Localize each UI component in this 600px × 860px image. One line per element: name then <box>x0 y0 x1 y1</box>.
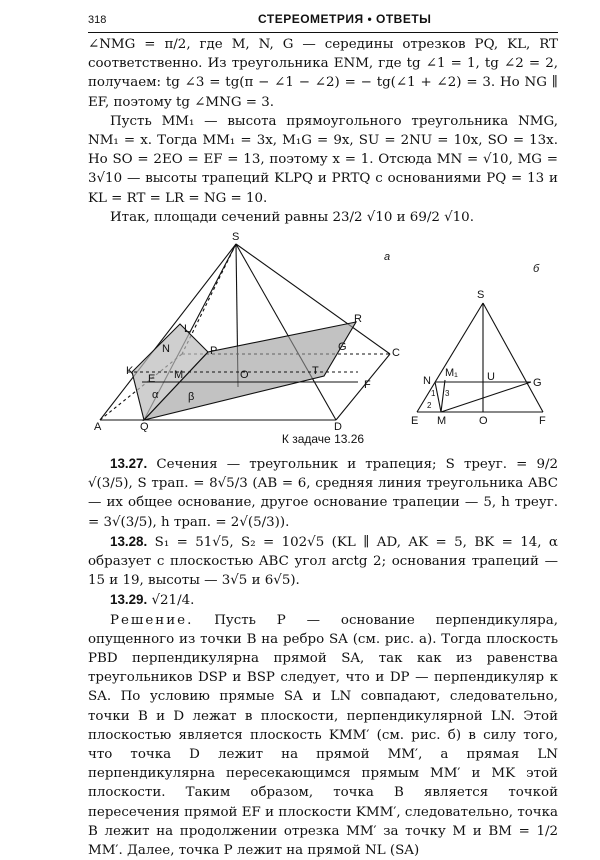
answer-text: S₁ = 51√5, S₂ = 102√5 (KL ∥ AD, AK = 5, BK = 14, α образует с плоскостью ABC угол arctg 2; основания трапеций — 15 и 19, высоты — 3√5 и 6√5). <box>88 534 558 589</box>
point-label: M <box>174 369 184 381</box>
figure-b-cross-section <box>405 258 555 430</box>
solution-text: Пусть P — основание перпендикуляра, опущенного из точки B на ребро SA (см. рис. а). Тогда плоскость PBD перпендикулярна прямой SA, так как из равенства треугольников DSP и BSP следует, что и DP — перпендикуляр к SA. По условию прямые SA и LN совпадают, следовательно, точки B и D лежат в плоскости, перпендикулярной LN. Этой плоскостью является плоскость KMM′ (см. рис. б) в силу того, что точка D лежит на прямой MM′, а прямая LN перпендикулярна пересекающимся прямым MM′ и MK этой плоскости. Таким образом, точка B является точкой пересечения прямой EF и плоскости KMM′, следовательно, точка B лежит на продолжении отрезка MM′ за точку M и BM = 1/2 MM′. Далее, точка P лежит на прямой NL (SA) <box>88 612 558 859</box>
lower-text-block <box>88 454 558 860</box>
point-label: O <box>240 369 249 381</box>
angle-label: 1 <box>431 389 436 398</box>
paragraph: ∠NMG = π/2, где M, N, G — середины отрезков PQ, KL, RT соответственно. Из треугольника ENM, где tg ∠1 = 1, tg ∠2 = 2, получаем: tg ∠3 = tg(π − ∠1 − ∠2) = − tg(∠1 + ∠2) = 3. Но NG ∥ EF, поэтому tg ∠MNG = 3. <box>88 37 558 110</box>
problem-number: 13.28. <box>110 533 148 549</box>
point-label: D <box>334 421 342 432</box>
point-label: E <box>148 373 156 385</box>
point-label: G <box>533 377 542 389</box>
panel-label: б <box>533 263 540 275</box>
point-label: A <box>94 421 102 432</box>
point-label: O <box>479 415 488 427</box>
upper-text-block <box>88 35 558 227</box>
answer-text: √21/4. <box>151 593 195 609</box>
point-label: S <box>477 289 485 301</box>
point-label: L <box>184 323 191 335</box>
answer-13-27 <box>88 454 558 532</box>
point-label: P <box>210 345 218 357</box>
point-label: M₁ <box>445 367 458 379</box>
answer-text: Сечения — треугольник и трапеция; S треуг. = 9/2 √(3/5), S трап. = 8√5/3 (AB = 6, средняя линия треугольника ABC — их общее основание, другое основание трапеции — 5, h треуг. = 3√(3/5), h трап. = 2√(5/3)). <box>88 457 559 530</box>
point-label: Q <box>140 421 149 432</box>
angle-label: 2 <box>427 401 432 410</box>
page-number: 318 <box>88 14 107 26</box>
point-label: U <box>487 371 495 383</box>
point-label: F <box>364 379 371 391</box>
running-title: СТЕРЕОМЕТРИЯ • ОТВЕТЫ <box>258 12 432 26</box>
paragraph: Пусть MM₁ — высота прямоугольного треугольника NMG, NM₁ = x. Тогда MM₁ = 3x, M₁G = 9x, SU = 2NU = 10x, SO = 13x. Но SO = 2EO = EF = 13, поэтому x = 1. Отсюда MN = √10, MG = 3√10 — высоты трапеций KLPQ и PRTQ с основаниями PQ = 13 и KL = RT = LR = NG = 10. <box>88 113 558 206</box>
point-label: F <box>539 415 546 427</box>
problem-number: 13.27. <box>110 456 148 471</box>
solution-label: Решение. <box>110 612 194 628</box>
point-label: M <box>437 415 447 427</box>
point-label: α <box>152 389 159 401</box>
point-label: R <box>354 313 362 325</box>
point-label: β <box>188 391 195 403</box>
solution-13-29 <box>88 611 558 860</box>
figure-caption: К задаче 13.26 <box>281 432 365 446</box>
point-label: E <box>411 415 419 427</box>
panel-label: а <box>384 251 391 263</box>
figure-a-pyramid <box>88 232 408 432</box>
point-label: T <box>312 365 319 377</box>
angle-label: 3 <box>445 389 450 398</box>
point-label: S <box>232 232 240 243</box>
point-label: G <box>338 341 347 353</box>
point-label: N <box>423 375 431 387</box>
answer-13-28 <box>88 532 558 591</box>
page-header <box>88 10 558 33</box>
point-label: K <box>126 365 134 377</box>
point-label: C <box>392 347 400 359</box>
point-label: N <box>162 343 170 355</box>
answer-13-29 <box>88 590 558 610</box>
problem-number: 13.29. <box>110 592 148 608</box>
paragraph: Итак, площади сечений равны 23/2 √10 и 69/2 √10. <box>110 209 474 225</box>
